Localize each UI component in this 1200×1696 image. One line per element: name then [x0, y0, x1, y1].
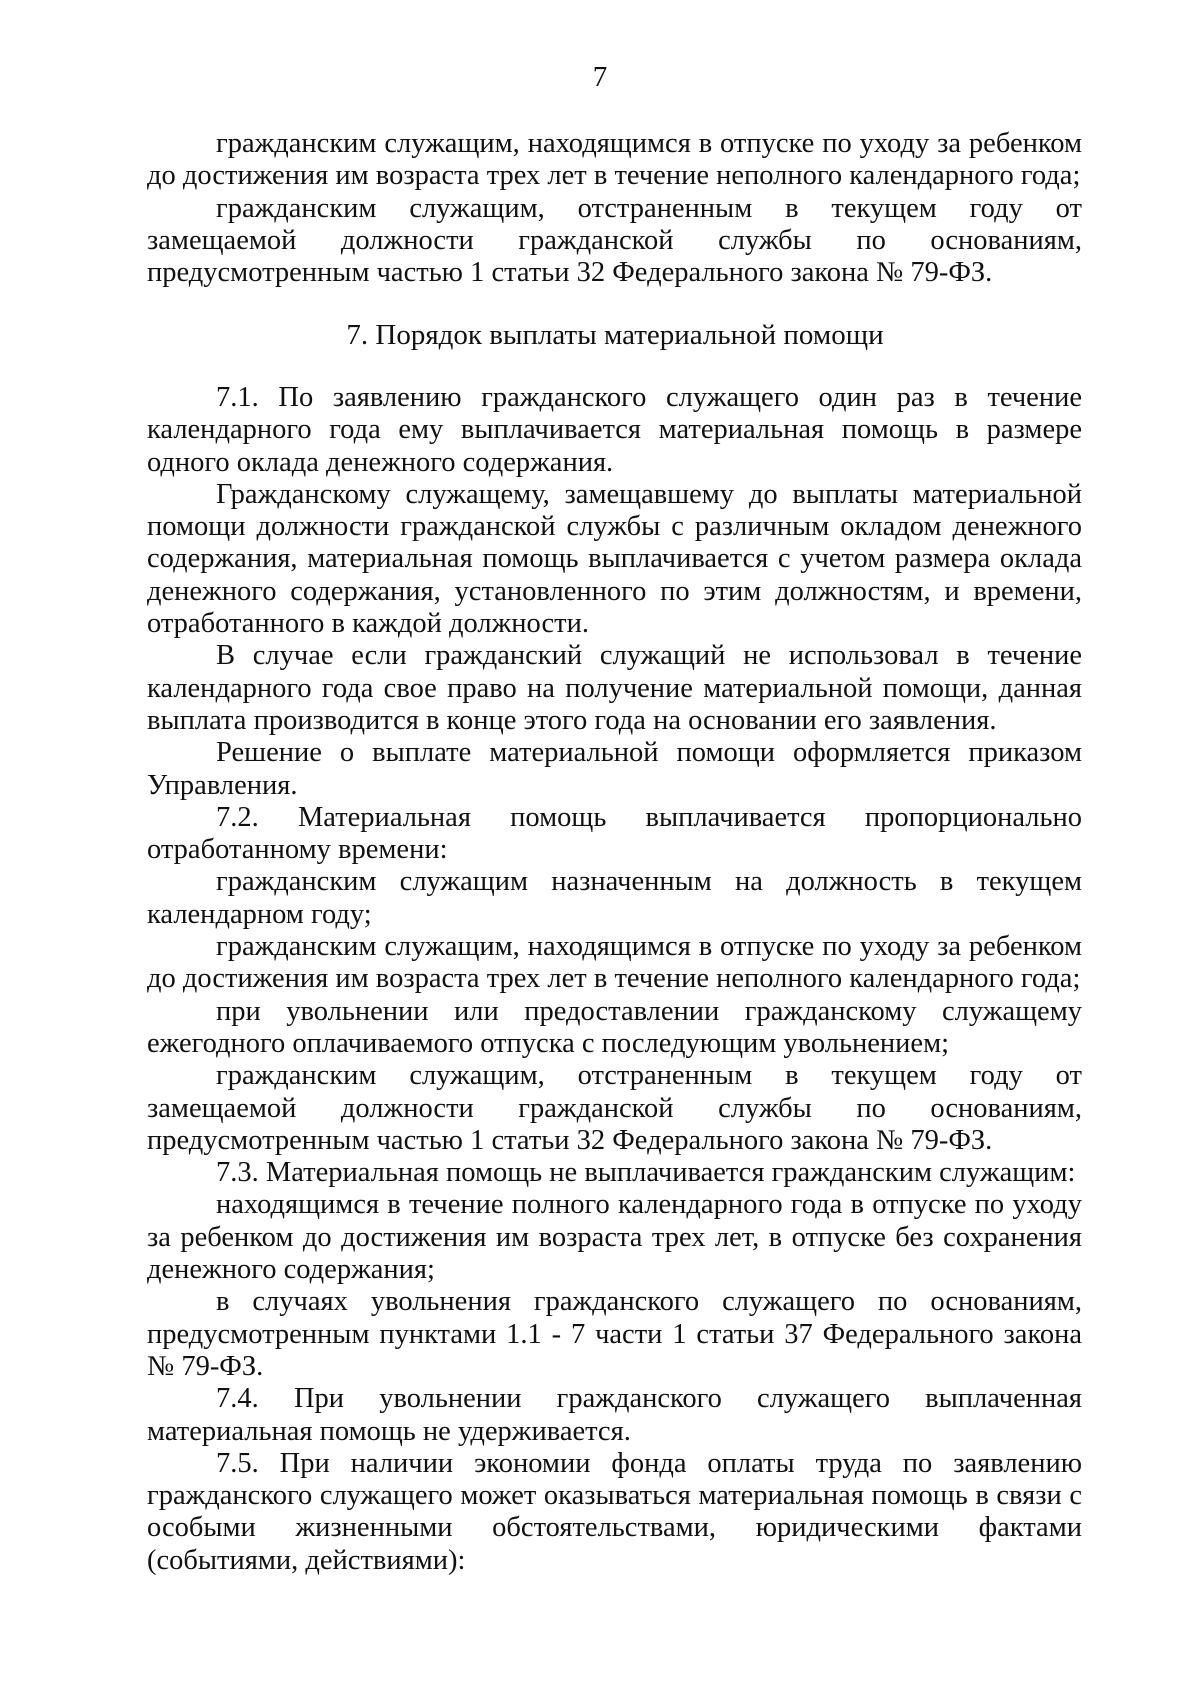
paragraph: гражданским служащим, отстраненным в текущем году от замещаемой должности гражданской службы по основаниям, предусмотренным частью 1 статьи 32 Федерального закона № 79-ФЗ.: [147, 192, 1082, 289]
paragraph-7-3: 7.3. Материальная помощь не выплачивается гражданским служащим:: [216, 1157, 1076, 1189]
paragraph: в случаях увольнения гражданского служащего по основаниям, предусмотренным пунктами 1.1 - 7 части 1 статьи 37 Федерального закона № 79-ФЗ.: [147, 1286, 1082, 1382]
paragraph-7-4: 7.4. При увольнении гражданского служащего выплаченная материальная помощь не удерживается.: [147, 1383, 1082, 1447]
section-heading: 7. Порядок выплаты материальной помощи: [346, 319, 884, 351]
paragraph-7-2: 7.2. Материальная помощь выплачивается пропорционально отработанному времени:: [147, 801, 1082, 866]
paragraph: В случае если гражданский служащий не использовал в течение календарного года свое право на получение материальной помощи, данная выплата производится в конце этого года на основании его заявления.: [147, 640, 1082, 736]
paragraph: гражданским служащим, отстраненным в текущем году от замещаемой должности гражданской службы по основаниям, предусмотренным частью 1 статьи 32 Федерального закона № 79-ФЗ.: [147, 1060, 1082, 1156]
paragraph: Решение о выплате материальной помощи оформляется приказом Управления.: [147, 737, 1082, 801]
page-number: 7: [592, 61, 608, 93]
top-text-block: [147, 128, 1082, 289]
paragraph-7-1: 7.1. По заявлению гражданского служащего один раз в течение календарного года ему выплачивается материальная помощь в размере одного оклада денежного содержания.: [147, 382, 1082, 478]
paragraph: находящимся в течение полного календарного года в отпуске по уходу за ребенком до достижения им возраста трех лет, в отпуске без сохранения денежного содержания;: [147, 1189, 1082, 1286]
paragraph: гражданским служащим, находящимся в отпуске по уходу за ребенком до достижения им возраста трех лет в течение неполного календарного года;: [147, 128, 1082, 192]
paragraph: при увольнении или предоставлении гражданскому служащему ежегодного оплачиваемого отпуска с последующим увольнением;: [147, 995, 1082, 1059]
paragraph: гражданским служащим, находящимся в отпуске по уходу за ребенком до достижения им возраста трех лет в течение неполного календарного года;: [147, 931, 1082, 995]
main-text-block: [147, 382, 1082, 1577]
paragraph: Гражданскому служащему, замещавшему до выплаты материальной помощи должности гражданской службы с различным окладом денежного содержания, материальная помощь выплачивается с учетом размера оклада денежного содержания, установленного по этим должностям, и времени, отработанного в каждой должности.: [147, 478, 1082, 640]
paragraph-7-5: 7.5. При наличии экономии фонда оплаты труда по заявлению гражданского служащего может оказываться материальная помощь в связи с особыми жизненными обстоятельствами, юридическими фактами (событиями, действиями):: [147, 1447, 1082, 1576]
paragraph: гражданским служащим назначенным на должность в текущем календарном году;: [147, 866, 1082, 930]
